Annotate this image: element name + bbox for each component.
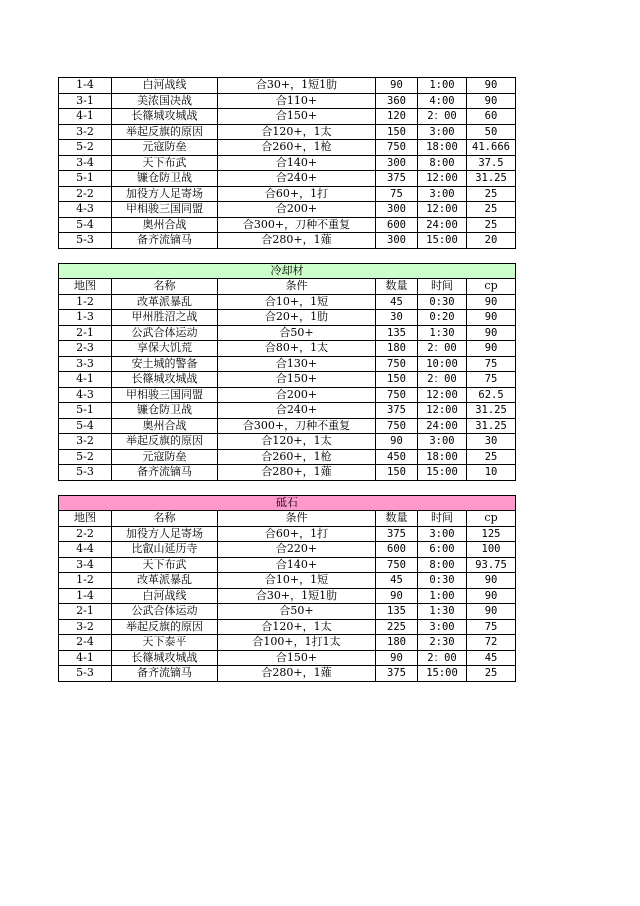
table-row bbox=[59, 202, 516, 218]
table-cell: 18:00 bbox=[418, 449, 467, 465]
table-cell: 3-4 bbox=[59, 155, 112, 171]
table-cell: 37.5 bbox=[467, 155, 516, 171]
table-cell: 5-4 bbox=[59, 418, 112, 434]
table-cell: 90 bbox=[376, 434, 418, 450]
table-cell: 合240+ bbox=[218, 171, 376, 187]
table-cell: 31.25 bbox=[467, 418, 516, 434]
table-cell: 0:30 bbox=[418, 294, 467, 310]
table-cell: 举起反旗的原因 bbox=[112, 434, 218, 450]
table-cell: 2：00 bbox=[418, 341, 467, 357]
table-cell: 90 bbox=[467, 573, 516, 589]
table-cell: 2：00 bbox=[418, 372, 467, 388]
table-row bbox=[59, 372, 516, 388]
table-cell: 1:00 bbox=[418, 588, 467, 604]
table-cell: 750 bbox=[376, 418, 418, 434]
table-row bbox=[59, 557, 516, 573]
table-row bbox=[59, 155, 516, 171]
table-cell: 1:30 bbox=[418, 604, 467, 620]
table-cell: 30 bbox=[376, 310, 418, 326]
column-header: 名称 bbox=[112, 511, 218, 527]
table-cell: 合50+ bbox=[218, 325, 376, 341]
table-row bbox=[59, 666, 516, 682]
table-cell: 合150+ bbox=[218, 650, 376, 666]
table-cell: 天下布武 bbox=[112, 557, 218, 573]
table-cell: 10:00 bbox=[418, 356, 467, 372]
table-cell: 1-4 bbox=[59, 588, 112, 604]
table-cell: 12:00 bbox=[418, 387, 467, 403]
table-cell: 比叡山延历寺 bbox=[112, 542, 218, 558]
table-cell: 180 bbox=[376, 635, 418, 651]
table-cell: 公武合体运动 bbox=[112, 325, 218, 341]
table-cell: 合120+，1太 bbox=[218, 434, 376, 450]
table-cell: 元寇防垒 bbox=[112, 140, 218, 156]
table-cell: 合200+ bbox=[218, 387, 376, 403]
table-cell: 合140+ bbox=[218, 155, 376, 171]
table-cell: 合140+ bbox=[218, 557, 376, 573]
table-cell: 合60+，1打 bbox=[218, 526, 376, 542]
table-cell: 合200+ bbox=[218, 202, 376, 218]
table-cell: 375 bbox=[376, 403, 418, 419]
column-header: 名称 bbox=[112, 279, 218, 295]
table-row bbox=[59, 109, 516, 125]
table-row bbox=[59, 93, 516, 109]
table-cell: 1:30 bbox=[418, 325, 467, 341]
table-cell: 3-3 bbox=[59, 356, 112, 372]
table-cell: 5-2 bbox=[59, 449, 112, 465]
table-cell: 甲相骏三国同盟 bbox=[112, 387, 218, 403]
table-cell: 镰仓防卫战 bbox=[112, 403, 218, 419]
table-cell: 90 bbox=[467, 341, 516, 357]
table-cell: 合280+，1薙 bbox=[218, 666, 376, 682]
column-header: 时间 bbox=[418, 511, 467, 527]
table-cell: 备齐流镝马 bbox=[112, 465, 218, 481]
table-cell: 3:00 bbox=[418, 526, 467, 542]
table-cell: 8:00 bbox=[418, 155, 467, 171]
table-cell: 长篠城攻城战 bbox=[112, 372, 218, 388]
resource-table-charcoal bbox=[58, 77, 516, 249]
section-title: 砥石 bbox=[59, 495, 516, 511]
table-cell: 安土城的警备 bbox=[112, 356, 218, 372]
table-cell: 合80+，1太 bbox=[218, 341, 376, 357]
table-cell: 奥州合战 bbox=[112, 418, 218, 434]
table-cell: 100 bbox=[467, 542, 516, 558]
table-cell: 合110+ bbox=[218, 93, 376, 109]
table-cell: 甲州胜沼之战 bbox=[112, 310, 218, 326]
table-cell: 3-2 bbox=[59, 619, 112, 635]
table-row bbox=[59, 387, 516, 403]
table-cell: 4-1 bbox=[59, 372, 112, 388]
table-cell: 4-3 bbox=[59, 202, 112, 218]
table-cell: 3-2 bbox=[59, 434, 112, 450]
table-cell: 750 bbox=[376, 356, 418, 372]
table-cell: 5-4 bbox=[59, 217, 112, 233]
section-title: 冷却材 bbox=[59, 263, 516, 279]
table-cell: 25 bbox=[467, 449, 516, 465]
table-cell: 合300+，刀种不重复 bbox=[218, 418, 376, 434]
table-cell: 美浓国决战 bbox=[112, 93, 218, 109]
table-cell: 125 bbox=[467, 526, 516, 542]
column-header: 时间 bbox=[418, 279, 467, 295]
resource-table-whetstone bbox=[58, 495, 516, 682]
table-cell: 300 bbox=[376, 155, 418, 171]
table-cell: 300 bbox=[376, 233, 418, 249]
table-cell: 举起反旗的原因 bbox=[112, 124, 218, 140]
table-cell: 6:00 bbox=[418, 542, 467, 558]
table-cell: 2-1 bbox=[59, 325, 112, 341]
table-cell: 2:30 bbox=[418, 635, 467, 651]
table-cell: 4-1 bbox=[59, 109, 112, 125]
table-cell: 5-1 bbox=[59, 171, 112, 187]
table-cell: 75 bbox=[467, 372, 516, 388]
table-row bbox=[59, 449, 516, 465]
table-cell: 45 bbox=[467, 650, 516, 666]
table-cell: 白河战线 bbox=[112, 588, 218, 604]
table-cell: 合220+ bbox=[218, 542, 376, 558]
table-row bbox=[59, 403, 516, 419]
table-row bbox=[59, 465, 516, 481]
table-cell: 150 bbox=[376, 372, 418, 388]
table-cell: 31.25 bbox=[467, 171, 516, 187]
table-cell: 90 bbox=[467, 325, 516, 341]
table-row bbox=[59, 140, 516, 156]
table-row bbox=[59, 604, 516, 620]
table-cell: 镰仓防卫战 bbox=[112, 171, 218, 187]
table-cell: 8:00 bbox=[418, 557, 467, 573]
table-cell: 合240+ bbox=[218, 403, 376, 419]
table-cell: 1-4 bbox=[59, 78, 112, 94]
table-cell: 45 bbox=[376, 294, 418, 310]
table-row bbox=[59, 356, 516, 372]
table-cell: 合120+，1太 bbox=[218, 619, 376, 635]
table-cell: 合260+，1枪 bbox=[218, 449, 376, 465]
table-cell: 1-3 bbox=[59, 310, 112, 326]
table-cell: 15:00 bbox=[418, 666, 467, 682]
table-cell: 12:00 bbox=[418, 171, 467, 187]
table-cell: 合120+，1太 bbox=[218, 124, 376, 140]
table-cell: 20 bbox=[467, 233, 516, 249]
table-cell: 60 bbox=[467, 109, 516, 125]
table-cell: 90 bbox=[467, 588, 516, 604]
table-cell: 25 bbox=[467, 217, 516, 233]
table-cell: 合280+，1薙 bbox=[218, 233, 376, 249]
table-cell: 4-1 bbox=[59, 650, 112, 666]
table-cell: 5-3 bbox=[59, 465, 112, 481]
table-cell: 12:00 bbox=[418, 202, 467, 218]
table-cell: 2-3 bbox=[59, 341, 112, 357]
table-cell: 15:00 bbox=[418, 233, 467, 249]
spreadsheet bbox=[58, 77, 515, 682]
table-cell: 75 bbox=[467, 356, 516, 372]
table-cell: 1-2 bbox=[59, 573, 112, 589]
table-cell: 41.666 bbox=[467, 140, 516, 156]
table-cell: 25 bbox=[467, 186, 516, 202]
column-header: 条件 bbox=[218, 279, 376, 295]
table-cell: 75 bbox=[376, 186, 418, 202]
table-cell: 合280+，1薙 bbox=[218, 465, 376, 481]
table-cell: 2-2 bbox=[59, 526, 112, 542]
table-cell: 90 bbox=[376, 588, 418, 604]
table-cell: 600 bbox=[376, 542, 418, 558]
table-cell: 150 bbox=[376, 124, 418, 140]
table-cell: 元寇防垒 bbox=[112, 449, 218, 465]
table-cell: 150 bbox=[376, 465, 418, 481]
table-cell: 375 bbox=[376, 171, 418, 187]
table-row bbox=[59, 78, 516, 94]
table-cell: 备齐流镝马 bbox=[112, 666, 218, 682]
table-row bbox=[59, 434, 516, 450]
table-cell: 375 bbox=[376, 666, 418, 682]
table-cell: 合10+，1短 bbox=[218, 294, 376, 310]
table-cell: 合60+，1打 bbox=[218, 186, 376, 202]
table-cell: 90 bbox=[467, 604, 516, 620]
table-cell: 5-1 bbox=[59, 403, 112, 419]
table-cell: 750 bbox=[376, 557, 418, 573]
table-row bbox=[59, 217, 516, 233]
table-cell: 天下布武 bbox=[112, 155, 218, 171]
table-cell: 举起反旗的原因 bbox=[112, 619, 218, 635]
table-cell: 90 bbox=[467, 78, 516, 94]
table-cell: 改革派暴乱 bbox=[112, 294, 218, 310]
table-cell: 75 bbox=[467, 619, 516, 635]
table-cell: 奥州合战 bbox=[112, 217, 218, 233]
table-cell: 24:00 bbox=[418, 418, 467, 434]
table-cell: 1-2 bbox=[59, 294, 112, 310]
table-cell: 白河战线 bbox=[112, 78, 218, 94]
table-cell: 长篠城攻城战 bbox=[112, 650, 218, 666]
table-cell: 3:00 bbox=[418, 434, 467, 450]
column-header: 数量 bbox=[376, 279, 418, 295]
table-cell: 1:00 bbox=[418, 78, 467, 94]
table-row bbox=[59, 650, 516, 666]
table-cell: 18:00 bbox=[418, 140, 467, 156]
table-cell: 450 bbox=[376, 449, 418, 465]
table-row bbox=[59, 294, 516, 310]
table-cell: 4:00 bbox=[418, 93, 467, 109]
table-cell: 甲相骏三国同盟 bbox=[112, 202, 218, 218]
column-header: 数量 bbox=[376, 511, 418, 527]
table-cell: 90 bbox=[467, 294, 516, 310]
table-cell: 加役方人足寄场 bbox=[112, 526, 218, 542]
table-cell: 4-4 bbox=[59, 542, 112, 558]
table-row bbox=[59, 526, 516, 542]
table-cell: 135 bbox=[376, 604, 418, 620]
table-cell: 3-1 bbox=[59, 93, 112, 109]
table-cell: 300 bbox=[376, 202, 418, 218]
table-cell: 360 bbox=[376, 93, 418, 109]
column-header: 条件 bbox=[218, 511, 376, 527]
table-row bbox=[59, 619, 516, 635]
table-row bbox=[59, 588, 516, 604]
table-cell: 10 bbox=[467, 465, 516, 481]
table-row bbox=[59, 171, 516, 187]
table-cell: 天下泰平 bbox=[112, 635, 218, 651]
table-cell: 45 bbox=[376, 573, 418, 589]
table-cell: 90 bbox=[467, 310, 516, 326]
table-cell: 3-2 bbox=[59, 124, 112, 140]
table-row bbox=[59, 635, 516, 651]
table-cell: 2：00 bbox=[418, 650, 467, 666]
column-header: 地图 bbox=[59, 511, 112, 527]
table-cell: 24:00 bbox=[418, 217, 467, 233]
table-cell: 合150+ bbox=[218, 109, 376, 125]
table-cell: 3:00 bbox=[418, 124, 467, 140]
table-cell: 600 bbox=[376, 217, 418, 233]
table-cell: 3-4 bbox=[59, 557, 112, 573]
table-cell: 30 bbox=[467, 434, 516, 450]
table-cell: 长篠城攻城战 bbox=[112, 109, 218, 125]
table-cell: 5-2 bbox=[59, 140, 112, 156]
table-cell: 改革派暴乱 bbox=[112, 573, 218, 589]
table-row bbox=[59, 233, 516, 249]
table-cell: 合50+ bbox=[218, 604, 376, 620]
header-row bbox=[59, 279, 516, 295]
table-cell: 3:00 bbox=[418, 619, 467, 635]
table-row bbox=[59, 325, 516, 341]
table-cell: 4-3 bbox=[59, 387, 112, 403]
table-row bbox=[59, 186, 516, 202]
table-cell: 享保大饥荒 bbox=[112, 341, 218, 357]
table-cell: 公武合体运动 bbox=[112, 604, 218, 620]
column-header: cp bbox=[467, 279, 516, 295]
table-cell: 225 bbox=[376, 619, 418, 635]
table-cell: 合30+，1短1肋 bbox=[218, 588, 376, 604]
header-row bbox=[59, 511, 516, 527]
table-cell: 120 bbox=[376, 109, 418, 125]
table-cell: 93.75 bbox=[467, 557, 516, 573]
table-cell: 2-4 bbox=[59, 635, 112, 651]
table-cell: 合20+，1肋 bbox=[218, 310, 376, 326]
table-cell: 合150+ bbox=[218, 372, 376, 388]
table-cell: 2-2 bbox=[59, 186, 112, 202]
table-row bbox=[59, 341, 516, 357]
table-cell: 62.5 bbox=[467, 387, 516, 403]
table-cell: 0:30 bbox=[418, 573, 467, 589]
table-cell: 合10+，1短 bbox=[218, 573, 376, 589]
table-cell: 合260+，1枪 bbox=[218, 140, 376, 156]
column-header: 地图 bbox=[59, 279, 112, 295]
table-cell: 加役方人足寄场 bbox=[112, 186, 218, 202]
table-cell: 合30+，1短1肋 bbox=[218, 78, 376, 94]
table-cell: 5-3 bbox=[59, 233, 112, 249]
table-cell: 72 bbox=[467, 635, 516, 651]
table-cell: 备齐流镝马 bbox=[112, 233, 218, 249]
resource-table-coolant bbox=[58, 263, 516, 481]
table-cell: 31.25 bbox=[467, 403, 516, 419]
table-cell: 12:00 bbox=[418, 403, 467, 419]
table-cell: 合300+，刀种不重复 bbox=[218, 217, 376, 233]
table-cell: 750 bbox=[376, 387, 418, 403]
column-header: cp bbox=[467, 511, 516, 527]
table-cell: 合100+，1打1太 bbox=[218, 635, 376, 651]
table-cell: 0:20 bbox=[418, 310, 467, 326]
table-cell: 180 bbox=[376, 341, 418, 357]
table-cell: 90 bbox=[467, 93, 516, 109]
table-row bbox=[59, 542, 516, 558]
section-title-row bbox=[59, 495, 516, 511]
table-row bbox=[59, 573, 516, 589]
table-cell: 90 bbox=[376, 650, 418, 666]
table-cell: 25 bbox=[467, 666, 516, 682]
table-row bbox=[59, 418, 516, 434]
table-cell: 5-3 bbox=[59, 666, 112, 682]
table-cell: 2：00 bbox=[418, 109, 467, 125]
section-title-row bbox=[59, 263, 516, 279]
table-row bbox=[59, 124, 516, 140]
table-cell: 3:00 bbox=[418, 186, 467, 202]
table-cell: 15:00 bbox=[418, 465, 467, 481]
table-cell: 2-1 bbox=[59, 604, 112, 620]
table-cell: 135 bbox=[376, 325, 418, 341]
table-cell: 90 bbox=[376, 78, 418, 94]
table-cell: 50 bbox=[467, 124, 516, 140]
table-cell: 25 bbox=[467, 202, 516, 218]
table-cell: 375 bbox=[376, 526, 418, 542]
table-cell: 750 bbox=[376, 140, 418, 156]
table-cell: 合130+ bbox=[218, 356, 376, 372]
table-row bbox=[59, 310, 516, 326]
